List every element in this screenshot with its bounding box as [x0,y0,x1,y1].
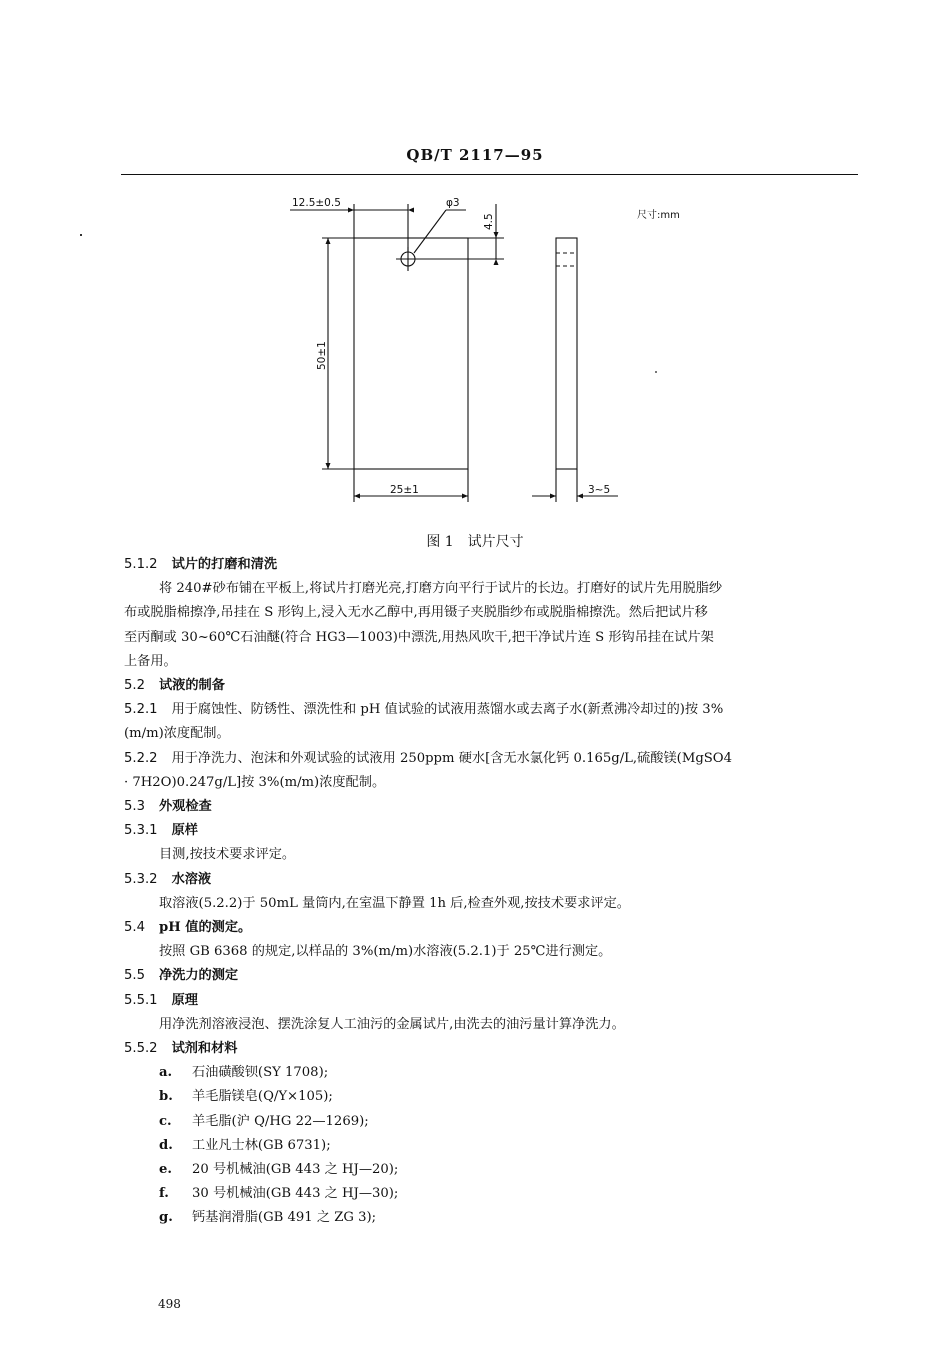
list-item [124,1061,858,1085]
list-item-text: 钙基润滑脂(GB 491 之 ZG 3); [192,1210,377,1226]
list-item-text: 石油磺酸钡(SY 1708); [192,1065,329,1081]
section-number: 5.5.1 [124,992,158,1008]
section-title: 水溶液 [171,871,212,887]
figure-caption: 图 1 试片尺寸 [426,534,524,550]
paragraph-line [124,892,858,916]
paragraph-line [124,601,858,625]
paragraph-line [124,771,858,795]
paragraph-text: 用于净洗力、泡沫和外观试验的试液用 250ppm 硬水[含无水氯化钙 0.165g/L,硫酸镁(MgSO4 [171,750,733,766]
section-title: 外观检查 [158,799,212,815]
test-piece-drawing [270,190,730,520]
list-item-text: 工业凡士林(GB 6731); [192,1137,331,1153]
scan-speck [80,234,82,236]
list-item [124,1182,858,1206]
section-number: 5.2 [124,678,145,694]
paragraph-line [124,843,858,867]
list-item-label: c. [159,1113,172,1129]
section-number: 5.3.2 [124,871,158,887]
dim-hole-label: φ3 [446,197,460,209]
section-heading [124,989,858,1013]
dim-thickness-label: 3~5 [588,484,611,496]
section-heading [124,819,858,843]
list-item-label: e. [159,1162,172,1178]
list-item-text: 羊毛脂镁皂(Q/Y×105); [192,1089,333,1105]
section-number: 5.5.2 [124,1041,158,1057]
section-title: 试片的打磨和清洗 [171,557,278,572]
front-view-outline [354,238,468,469]
clause-number: 5.2.2 [124,750,158,766]
paragraph-line [124,722,858,746]
section-title: 试液的制备 [158,678,225,694]
list-item-label: a. [159,1065,173,1081]
list-item-label: d. [159,1137,173,1153]
section-heading [124,674,858,698]
section-number: 5.4 [124,920,145,936]
section-heading [124,916,858,940]
section-number: 5.1.2 [124,557,158,572]
paragraph-text: 上备用。 [124,653,177,669]
list-item-text: 羊毛脂(沪 Q/HG 22—1269); [192,1113,369,1129]
page-header: QB/T 2117—95 [406,146,544,164]
list-item-label: g. [159,1210,173,1226]
section-heading [124,795,858,819]
paragraph-text: 用于腐蚀性、防锈性、漂洗性和 pH 值试验的试液用蒸馏水或去离子水(新煮沸冷却过的)按 3% [171,702,724,718]
section-title: pH 值的测定。 [158,920,252,936]
section-number: 5.3.1 [124,823,158,839]
list-item-label: b. [159,1089,173,1105]
dim-height-label: 50±1 [316,341,328,370]
section-number: 5.5 [124,968,145,984]
paragraph-line [124,698,858,722]
section-heading [124,868,858,892]
list-item-label: f. [159,1186,169,1202]
header-rule [121,174,858,175]
paragraph-line [124,650,858,674]
body-text [124,553,858,1231]
paragraph-text: 布或脱脂棉擦净,吊挂在 S 形钩上,浸入无水乙醇中,再用镊子夹脱脂纱布或脱脂棉擦洗。然后把试片移 [124,605,708,621]
paragraph-text: 用净洗剂溶液浸泡、摆洗涂复人工油污的金属试片,由洗去的油污量计算净洗力。 [159,1016,625,1032]
list-item-text: 30 号机械油(GB 443 之 HJ—30); [192,1186,399,1202]
dim-hole-pos-label: 4.5 [483,213,495,230]
section-heading [124,1037,858,1061]
list-item [124,1110,858,1134]
section-title: 试剂和材料 [171,1041,238,1057]
paragraph-text: · 7H2O)0.247g/L]按 3%(m/m)浓度配制。 [124,774,386,790]
paragraph-line [124,626,858,650]
dim-top-offset-label: 12.5±0.5 [292,197,341,209]
paragraph-line [124,940,858,964]
section-title: 原样 [171,823,198,839]
section-number: 5.3 [124,799,145,815]
paragraph-text: 至丙酮或 30~60℃石油醚(符合 HG3—1003)中漂洗,用热风吹干,把干净试片连 S 形钩吊挂在试片架 [124,629,714,645]
section-title: 原理 [171,992,198,1008]
paragraph-text: 按照 GB 6368 的规定,以样品的 3%(m/m)水溶液(5.2.1)于 25℃进行测定。 [159,944,612,960]
list-item-text: 20 号机械油(GB 443 之 HJ—20); [192,1162,399,1178]
dim-width-label: 25±1 [390,484,419,496]
paragraph-line [124,577,858,601]
paragraph-text: 取溶液(5.2.2)于 50mL 量筒内,在室温下静置 1h 后,检查外观,按技术要求评定。 [159,895,630,911]
paragraph-text: 将 240#砂布铺在平板上,将试片打磨光亮,打磨方向平行于试片的长边。打磨好的试片先用脱脂纱 [159,581,723,597]
unit-note: 尺寸:mm [637,210,680,221]
list-item [124,1206,858,1230]
list-item [124,1158,858,1182]
section-title: 净洗力的测定 [158,968,239,984]
paragraph-line [124,1013,858,1037]
paragraph-text: (m/m)浓度配制。 [124,726,230,742]
section-heading [124,553,858,577]
page-number: 498 [158,1297,181,1311]
side-view-outline [556,238,577,469]
list-item [124,1085,858,1109]
clause-number: 5.2.1 [124,702,158,718]
list-item [124,1134,858,1158]
paragraph-text: 目测,按技术要求评定。 [159,847,296,863]
paragraph-line [124,747,858,771]
section-heading [124,964,858,988]
